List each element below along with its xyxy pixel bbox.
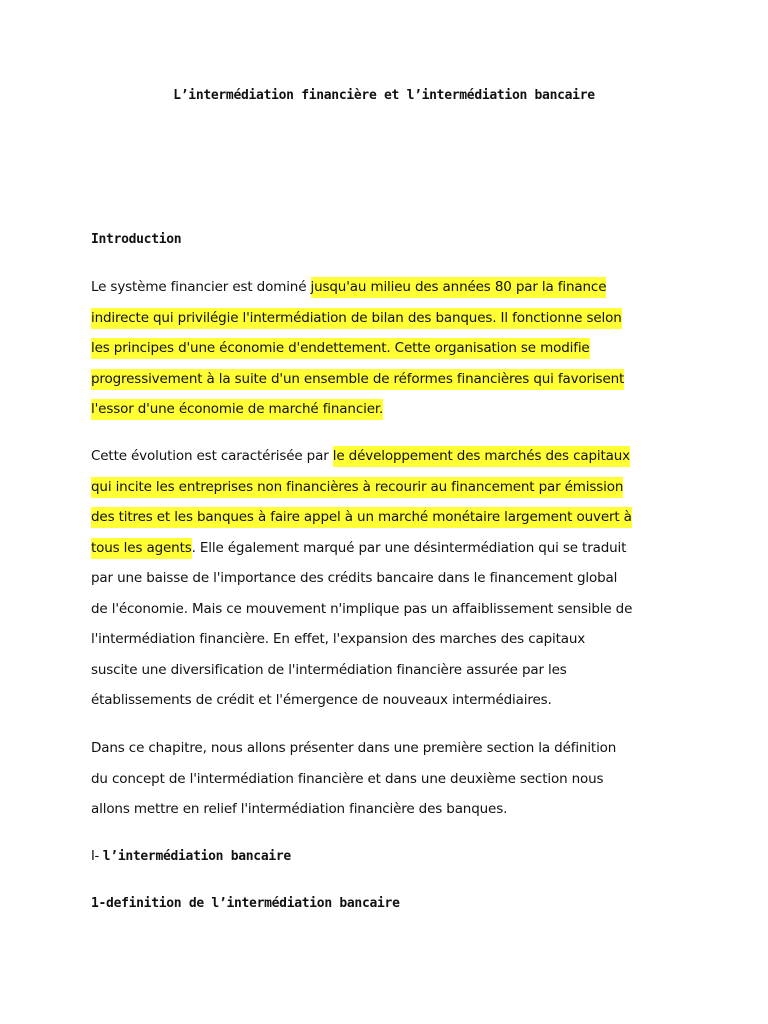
paragraph-line <box>91 624 691 655</box>
document-title: L’intermédiation financière et l’intermédiation bancaire <box>173 88 595 103</box>
paragraph-line: Dans ce chapitre, nous allons présenter dans une première section la définition <box>91 740 617 756</box>
plain-text: de l'économie. Mais ce mouvement n'implique pas un affaiblissement sensible de <box>91 600 633 617</box>
paragraph-line <box>91 441 691 472</box>
introduction-heading: Introduction <box>91 232 182 247</box>
paragraph-line <box>91 303 691 334</box>
plain-text: établissements de crédit et l'émergence de nouveaux intermédiaires. <box>91 692 552 708</box>
section-title: l’intermédiation bancaire <box>102 849 291 864</box>
highlighted-text: indirecte qui privilégie l'intermédiation de bilan des banques. Il fonctionne selon <box>91 308 622 329</box>
plain-text: l'intermédiation financière. En effet, l'expansion des marches des capitaux <box>91 631 586 647</box>
paragraph-line <box>91 272 691 303</box>
paragraph-line <box>91 533 691 564</box>
section-1-heading <box>91 849 291 864</box>
highlighted-text: le développement des marchés des capitaux <box>333 446 630 467</box>
paragraph-line <box>91 333 691 364</box>
paragraph-line <box>91 394 691 425</box>
paragraph-line: allons mettre en relief l'intermédiation financière des banques. <box>91 801 508 817</box>
plain-text: . Elle également marqué par une désintermédiation qui se traduit <box>191 539 627 556</box>
plain-text: Le système financier est dominé <box>91 279 311 295</box>
highlighted-text: les principes d'une économie d'endettement. Cette organisation se modifie <box>91 338 590 359</box>
plain-text: suscite une diversification de l'intermédiation financière assurée par les <box>91 661 567 678</box>
paragraph-line <box>91 472 691 503</box>
highlighted-text: des titres et les banques à faire appel à un marché monétaire largement ouvert à <box>91 507 632 528</box>
highlighted-text: tous les agents <box>91 538 192 559</box>
section-number: I- <box>91 849 103 864</box>
subsection-1-heading: 1-definition de l’intermédiation bancaire <box>91 896 400 911</box>
paragraph-line: du concept de l'intermédiation financière et dans une deuxième section nous <box>91 770 604 787</box>
plain-text: Cette évolution est caractérisée par <box>91 448 333 464</box>
paragraph-line <box>91 502 691 533</box>
highlighted-text: jusqu'au milieu des années 80 par la finance <box>311 277 607 298</box>
paragraph-line <box>91 364 691 395</box>
paragraph-line <box>91 563 691 594</box>
paragraph-3 <box>91 733 691 825</box>
highlighted-text: qui incite les entreprises non financières à recourir au financement par émission <box>91 477 623 498</box>
highlighted-text: l'essor d'une économie de marché financier. <box>91 399 383 420</box>
paragraph-line <box>91 594 691 625</box>
paragraph-line <box>91 685 691 716</box>
paragraph-line <box>91 655 691 686</box>
highlighted-text: progressivement à la suite d'un ensemble de réformes financières qui favorisent <box>91 369 624 390</box>
plain-text: par une baisse de l'importance des crédits bancaire dans le financement global <box>91 570 618 586</box>
paragraph-1 <box>91 272 691 425</box>
paragraph-2 <box>91 441 691 716</box>
